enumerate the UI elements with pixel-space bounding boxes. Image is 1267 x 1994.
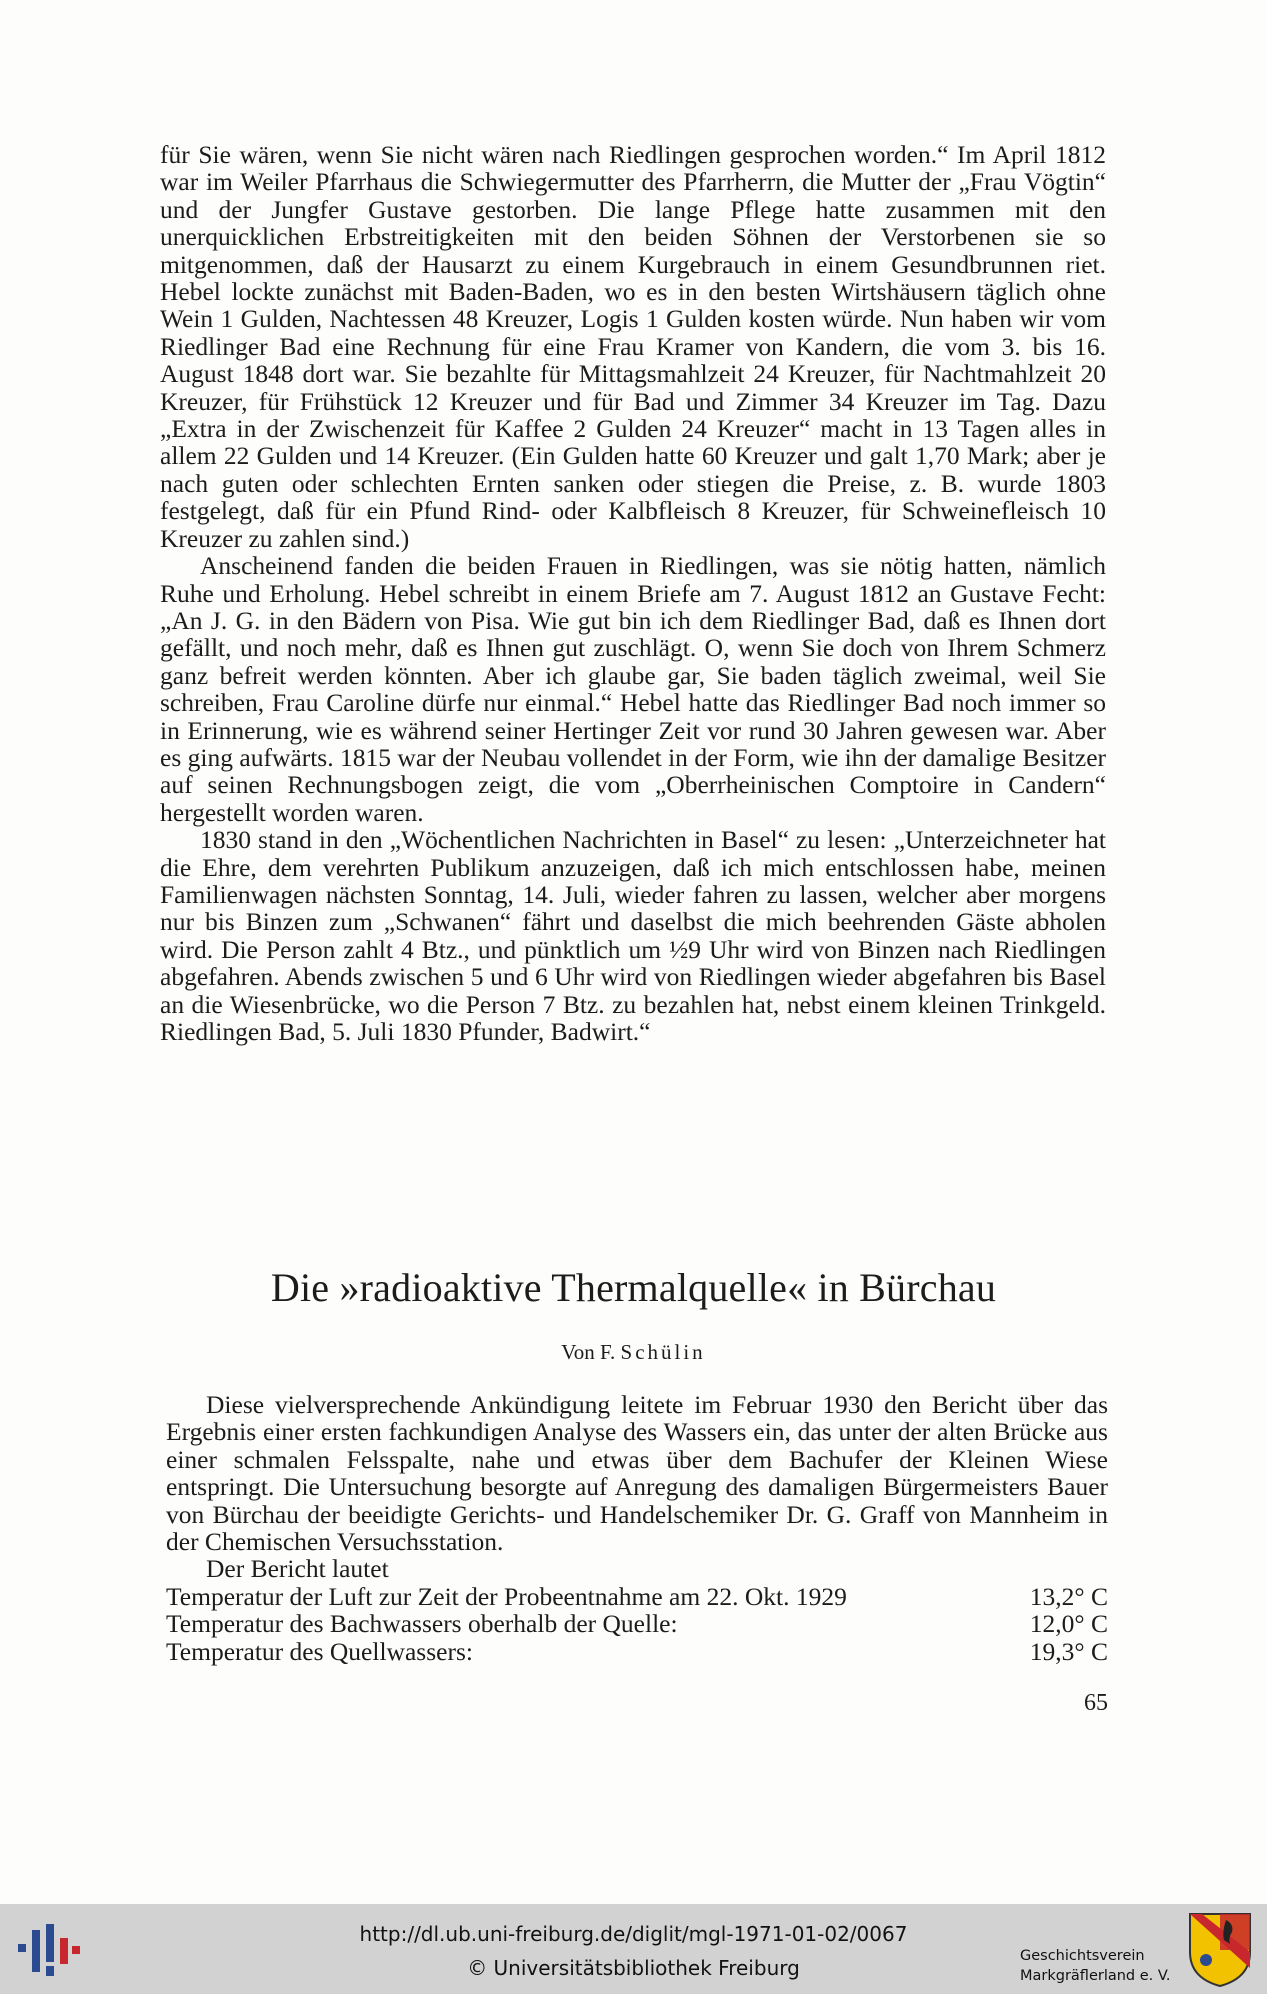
measurement-value: 12,0° C: [1029, 1609, 1108, 1639]
article-body: [160, 141, 1106, 1045]
permalink-url[interactable]: http://dl.ub.uni-freiburg.de/diglit/mgl-1971-01-02/0067: [359, 1922, 908, 1946]
society-line: Geschichtsverein: [1020, 1948, 1145, 1964]
measurement-label: Temperatur der Luft zur Zeit der Probeentnahme am 22. Okt. 1929: [166, 1581, 847, 1611]
copyright-text: © Universitätsbibliothek Freiburg: [467, 1956, 800, 1980]
footer-bar: [0, 1904, 1267, 1994]
article-body: [166, 1391, 1108, 1665]
byline-prefix: Von F.: [561, 1340, 616, 1364]
article-title: Die »radioaktive Thermalquelle« in Bürchau: [270, 1265, 997, 1310]
measurement-label: Temperatur des Bachwassers oberhalb der Quelle:: [166, 1609, 678, 1639]
author-name: Schülin: [620, 1340, 706, 1364]
byline: [0, 1340, 1267, 1365]
report-intro: Der Bericht lautet: [206, 1554, 389, 1584]
society-name: [1020, 1946, 1171, 1986]
measurement-row: [166, 1638, 1108, 1665]
society-line: Markgräflerland e. V.: [1020, 1968, 1171, 1984]
page-number: 65: [1084, 1690, 1108, 1716]
paragraph: Anscheinend fanden die beiden Frauen in Riedlingen, was sie nötig hatten, nämlich Ruhe und Erholung. Hebel schreibt in einem Briefe am 7. August 1812 an Gustave Fecht: „An J. G. in den Bädern von Pisa. Wie gut bin ich dem Riedlinger Bad, daß es Ihnen dort gefällt, und noch mehr, daß es Ihnen gut zuschlägt. O, wenn Sie doch von Ihrem Schmerz ganz befreit werden könnten. Aber ich glaube gar, Sie baden täglich zweimal, weil Sie schreiben, Frau Caroline dürfe nur einmal.“ Hebel hatte das Riedlinger Bad noch immer so in Erinnerung, wie es während seiner Hertinger Zeit vor rund 30 Jahren gewesen war. Aber es ging aufwärts. 1815 war der Neubau vollendet in der Form, wie ihn der damalige Besitzer auf seinen Rechnungsbogen zeigt, die vom „Oberrheinischen Comptoire in Candern“ hergestellt worden waren.: [160, 551, 1106, 827]
paragraph: Diese vielversprechende Ankündigung leitete im Februar 1930 den Bericht über das Ergebnis einer ersten fachkundigen Analyse des Wassers ein, das unter der alten Brücke aus einer schmalen Felsspalte, nahe und etwas über dem Bachufer der Kleinen Wiese entspringt. Die Untersuchung besorgte auf Anregung des damaligen Bürgermeisters Bauer von Bürchau der beeidigte Gerichts- und Handelschemiker Dr. G. Graff von Mannheim in der Chemischen Versuchsstation.: [166, 1390, 1108, 1557]
coat-of-arms-icon: [1188, 1912, 1252, 1988]
paragraph: 1830 stand in den „Wöchentlichen Nachrichten in Basel“ zu lesen: „Unterzeichneter hat die Ehre, dem verehrten Publikum anzuzeigen, daß ich mich entschlossen habe, meinen Familienwagen nächsten Sonntag, 14. Juli, wieder fahren zu lassen, welcher aber morgens nur bis Binzen zum „Schwanen“ fährt und daselbst die mich beehrenden Gäste abholen wird. Die Person zahlt 4 Btz., und pünktlich um ½9 Uhr wird von Binzen nach Riedlingen abgefahren. Abends zwischen 5 und 6 Uhr wird von Riedlingen wieder abgefahren bis Basel an die Wiesenbrücke, wo die Person 7 Btz. zu bezahlen hat, nebst einem kleinen Trinkgeld. Riedlingen Bad, 5. Juli 1830 Pfunder, Badwirt.“: [160, 825, 1106, 1046]
measurement-label: Temperatur des Quellwassers:: [166, 1636, 473, 1666]
measurement-row: [166, 1583, 1108, 1610]
measurement-value: 13,2° C: [1029, 1581, 1108, 1611]
paragraph: für Sie wären, wenn Sie nicht wären nach Riedlingen gesprochen worden.“ Im April 1812 war im Weiler Pfarrhaus die Schwiegermutter des Pfarrherrn, die Mutter der „Frau Vögtin“ und der Jungfer Gustave gestorben. Die lange Pflege hatte zusammen mit den unerquicklichen Erbstreitigkeiten mit den beiden Söhnen der Verstorbenen sie so mitgenommen, daß der Hausarzt zu einem Kurgebrauch in einem Gesundbrunnen riet. Hebel lockte zunächst mit Baden-Baden, wo es in den besten Wirtshäusern täglich ohne Wein 1 Gulden, Nachtessen 48 Kreuzer, Logis 1 Gulden kosten würde. Nun haben wir vom Riedlinger Bad eine Rechnung für eine Frau Kramer von Kandern, die vom 3. bis 16. August 1848 dort war. Sie bezahlte für Mittagsmahlzeit 24 Kreuzer, für Nachtmahlzeit 20 Kreuzer, für Frühstück 12 Kreuzer und für Bad und Zimmer 34 Kreuzer im Tag. Dazu „Extra in der Zwischenzeit für Kaffee 2 Gulden 24 Kreuzer“ macht in 13 Tagen alles in allem 22 Gulden und 14 Kreuzer. (Ein Gulden hatte 60 Kreuzer und galt 1,70 Mark; aber je nach guten oder schlechten Ernten sanken oder stiegen die Preise, z. B. wurde 1803 festgelegt, daß für ein Pfund Rind- oder Kalbfleisch 8 Kreuzer, für Schweinefleisch 10 Kreuzer zu zahlen sind.): [160, 140, 1106, 553]
measurement-row: [166, 1610, 1108, 1637]
measurement-value: 19,3° C: [1029, 1636, 1108, 1666]
